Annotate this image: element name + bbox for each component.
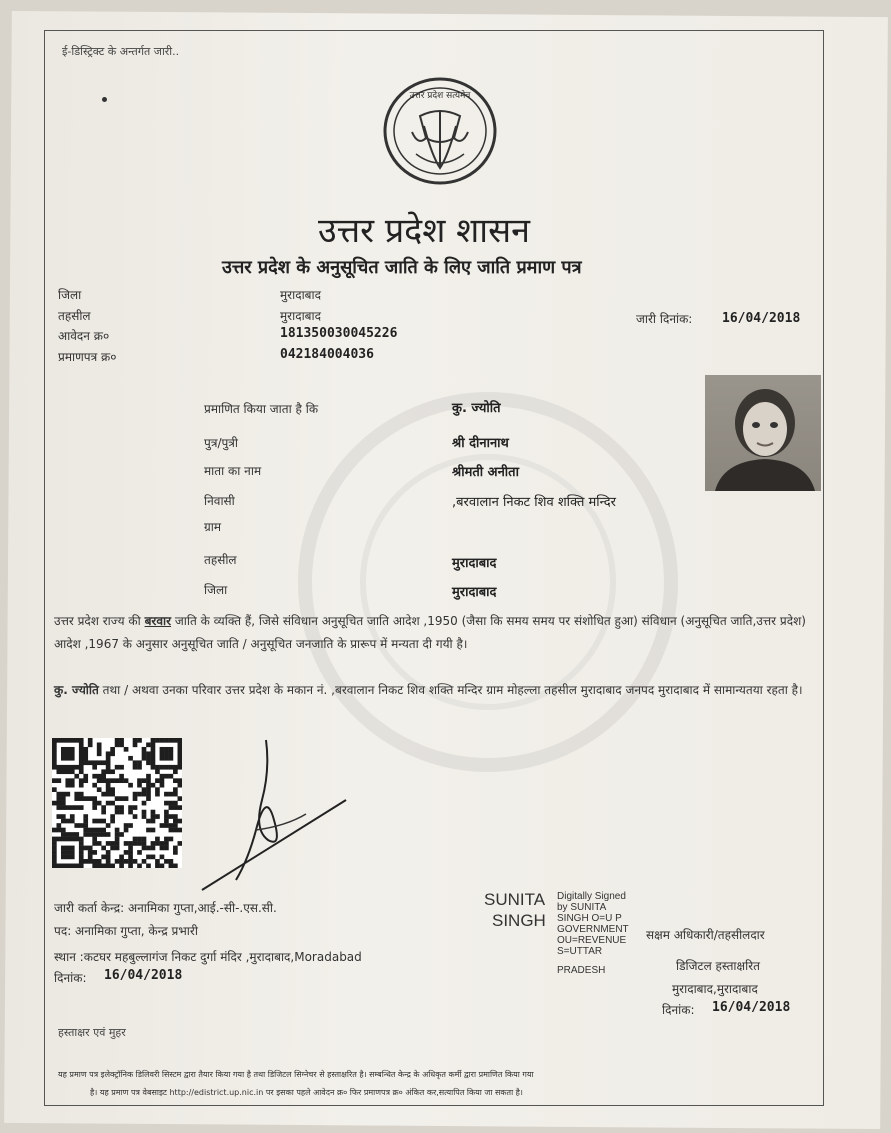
handwritten-signature [196,730,356,904]
details-tehsil-label: तहसील [204,553,237,567]
sign-meta-6: S=UTTAR [557,946,603,957]
applicant-name: कु. ज्योति [452,401,501,416]
issuer-post: पद: अनामिका गुप्ता, केन्द्र प्रभारी [54,924,198,938]
authority-place: मुरादाबाद,मुरादाबाद [672,982,758,996]
ink-dot [102,97,107,102]
para1-prefix: उत्तर प्रदेश राज्य की [54,614,141,628]
tehsil-value: मुरादाबाद [280,309,322,323]
resident-label: निवासी [204,494,235,508]
details-district-label: जिला [204,583,228,597]
details-district-value: मुरादाबाद [452,585,497,600]
issue-date-label: जारी दिनांक: [636,312,693,326]
issue-date: 16/04/2018 [722,311,801,326]
digital-sign-name [484,889,546,931]
issuer-date-label: दिनांक: [54,971,87,985]
mother-name: श्रीमती अनीता [452,465,519,480]
mother-label: माता का नाम [204,464,262,478]
sign-meta-3: SINGH O=U P [557,913,622,924]
authority-title: सक्षम अधिकारी/तहसीलदार [646,928,765,942]
details-tehsil-value: मुरादाबाद [452,556,497,571]
top-note: ई-डिस्ट्रिक्ट के अन्तर्गत जारी.. [62,45,180,58]
para1-rest: जाति के व्यक्ति हैं, जिसे संविधान अनुसूचित जाति आदेश ,1950 (जैसा कि समय समय पर संशोधित हुआ) संविधान (अनुसूचित जाति,उत्तर प्रदेश) आदेश ,1967 के अनुसार अनुसूचित जाति / अनुसूचित जनजाति के प्रारूप में मन्यता दी गयी है। [54,614,806,651]
district-value: मुरादाबाद [280,288,322,302]
district-label: जिला [58,288,82,302]
application-number: 181350030045226 [280,326,398,341]
sign-meta-7: PRADESH [557,965,606,976]
authority-date: 16/04/2018 [712,1000,791,1015]
certificate-title: उत्तर प्रदेश के अनुसूचित जाति के लिए जाति प्रमाण पत्र [222,257,582,278]
village-label: ग्राम [204,520,222,534]
issuer-place: स्थान :कटघर महबुल्लागंज निकट दुर्गा मंदिर ,मुरादाबाद,Moradabad [54,950,362,964]
para2-name: कु. ज्योति [54,683,99,697]
parent-label: पुत्र/पुत्री [204,436,239,450]
qr-code [52,738,182,868]
para2-rest: तथा / अथवा उनका परिवार उत्तर प्रदेश के मकान नं. ,बरवालान निकट शिव शक्ति मन्दिर ग्राम मोहल्ला तहसील मुरादाबाद जनपद मुरादाबाद में सामान्यतया रहता है। [102,683,803,697]
sign-name-line2: SINGH [492,911,546,930]
application-label: आवेदन क्र० [58,329,110,343]
sign-seal-label: हस्ताक्षर एवं मुहर [58,1026,126,1039]
digital-sign-meta [557,891,629,976]
resident-value: ,बरवालान निकट शिव शक्ति मन्दिर [452,495,616,510]
sign-meta-2: by SUNITA [557,902,607,913]
father-name: श्री दीनानाथ [452,436,509,451]
footer-note-line2: है। यह प्रमाण पत्र वेबसाइट http://edistrict.up.nic.in पर इसका पहले आवेदन क्र० फिर प्रमाणपत्र क्र० अंकित कर,सत्यापित किया जा सकता है। [90,1088,523,1097]
applicant-photo [705,375,821,491]
caste-paragraph [54,610,824,656]
residence-paragraph [54,679,824,702]
emblem-text: उत्तर प्रदेश सत्यमेव [409,91,471,101]
footer-note-line1: यह प्रमाण पत्र इलेक्ट्रॉनिक डिलिवरी सिस्टम द्वारा तैयार किया गया है तथा डिजिटल सिग्नेचर से हस्ताक्षरित है। सम्बन्धित केन्द्र के अधिकृत कर्मी द्वारा प्रमाणित किया गया [58,1070,534,1079]
gov-title: उत्तर प्रदेश शासन [318,211,530,251]
sign-meta-1: Digitally Signed [557,891,626,902]
authority-digital-label: डिजिटल हस्ताक्षरित [676,959,760,973]
up-emblem [382,76,498,190]
certify-label: प्रमाणित किया जाता है कि [204,402,319,416]
issuer-date: 16/04/2018 [104,968,183,983]
sign-meta-4: GOVERNMENT [557,924,629,935]
issuer-center: जारी कर्ता केन्द्र: अनामिका गुप्ता,आई.-सी-.एस.सी. [54,901,277,915]
tehsil-label: तहसील [58,309,91,323]
certificate-label: प्रमाणपत्र क्र० [58,350,117,364]
authority-date-label: दिनांक: [662,1003,695,1017]
sign-name-line1: SUNITA [484,890,546,909]
caste-name: बरवार [144,614,172,628]
certificate-number: 042184004036 [280,347,374,362]
sign-meta-5: OU=REVENUE [557,935,627,946]
